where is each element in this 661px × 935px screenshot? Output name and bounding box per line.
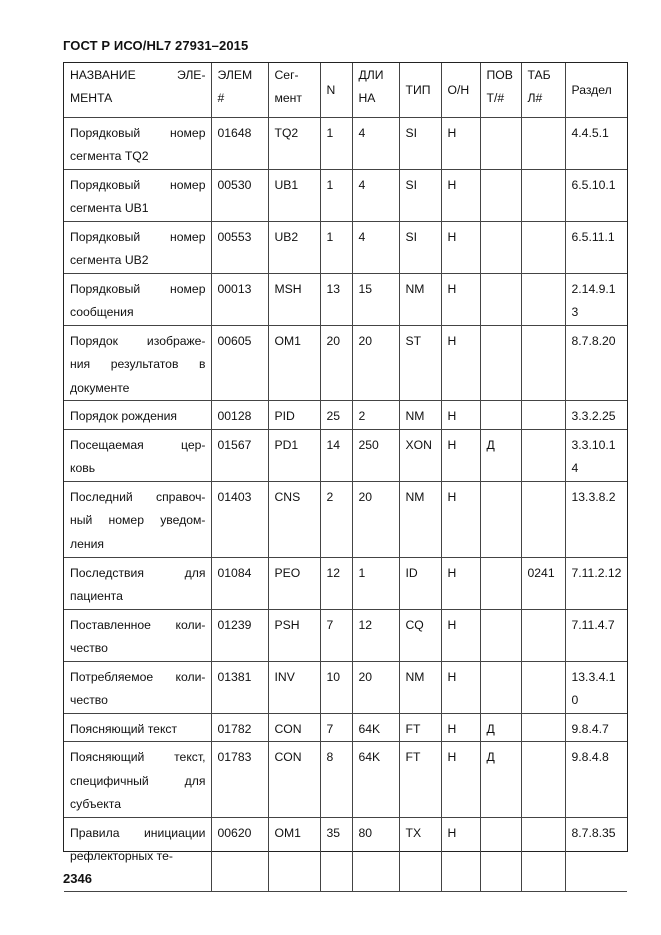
cell-sect: 6.5.10.1 [565, 169, 627, 221]
cell-type: FT [399, 713, 441, 742]
table-row [64, 609, 627, 661]
cell-on: Н [441, 609, 480, 661]
cell-rep [480, 817, 521, 891]
element-name-line: Порядковый номер [70, 281, 206, 296]
cell-rep [480, 117, 521, 169]
element-name-line: Последствия для [70, 565, 206, 580]
cell-tbl [521, 713, 565, 742]
cell-seg: UB1 [268, 169, 320, 221]
column-header-line: ДЛИ [358, 68, 384, 82]
column-header-seg [268, 63, 320, 117]
column-header-line: НАЗВАНИЕ ЭЛЕ- [70, 68, 206, 82]
cell-tbl [521, 609, 565, 661]
cell-tbl: 0241 [521, 557, 565, 609]
cell-on: Н [441, 481, 480, 557]
cell-on: Н [441, 273, 480, 325]
column-header-on: О/Н [441, 63, 480, 117]
table-header-row [64, 63, 627, 117]
element-name-line: чество [70, 693, 108, 707]
cell-sect: 9.8.4.8 [565, 742, 627, 818]
element-name-line: Порядок рождения [70, 409, 177, 423]
cell-rep [480, 325, 521, 401]
cell-n: 8 [320, 742, 352, 818]
cell-on: Н [441, 169, 480, 221]
cell-elem: 01782 [211, 713, 268, 742]
element-name-line: Порядковый номер [70, 177, 206, 192]
element-name-line: ления [70, 536, 105, 551]
cell-tbl [521, 325, 565, 401]
cell-n: 7 [320, 609, 352, 661]
cell-seg: CON [268, 713, 320, 742]
element-name-line: сегмента UB1 [70, 201, 149, 215]
cell-seg: TQ2 [268, 117, 320, 169]
cell-name [64, 661, 211, 713]
element-name-line: документе [70, 380, 130, 395]
cell-elem: 00553 [211, 221, 268, 273]
column-header-line: Сег- [274, 68, 299, 82]
cell-type: CQ [399, 609, 441, 661]
document-header: ГОСТ Р ИСО/HL7 27931–2015 [63, 38, 249, 53]
element-name-line: Порядок изображе- [70, 333, 206, 348]
element-name-line: Поясняющий текст, [70, 750, 206, 764]
element-name-line: Потребляемое коли- [70, 669, 206, 684]
cell-elem: 00605 [211, 325, 268, 401]
cell-sect: 13.3.4.10 [565, 661, 627, 713]
element-name-line: рефлекторных те- [70, 849, 173, 863]
cell-elem: 01783 [211, 742, 268, 818]
cell-rep: Д [480, 429, 521, 481]
cell-elem: 01239 [211, 609, 268, 661]
cell-sect: 3.3.10.14 [565, 429, 627, 481]
cell-on: Н [441, 401, 480, 430]
elements-table [64, 63, 627, 892]
element-name-line: ковь [70, 461, 96, 475]
cell-n: 25 [320, 401, 352, 430]
cell-tbl [521, 221, 565, 273]
column-header-line: ТАБ [527, 68, 551, 82]
cell-name [64, 221, 211, 273]
cell-type: SI [399, 169, 441, 221]
cell-rep [480, 273, 521, 325]
table-row [64, 117, 627, 169]
cell-len: 20 [352, 325, 399, 401]
cell-type: NM [399, 481, 441, 557]
cell-sect: 4.4.5.1 [565, 117, 627, 169]
cell-seg: INV [268, 661, 320, 713]
column-header-n: N [320, 63, 352, 117]
cell-n: 7 [320, 713, 352, 742]
cell-sect: 6.5.11.1 [565, 221, 627, 273]
cell-name [64, 429, 211, 481]
element-name-line: сегмента UB2 [70, 253, 149, 267]
cell-len: 12 [352, 609, 399, 661]
cell-name [64, 481, 211, 557]
cell-seg: OM1 [268, 325, 320, 401]
table-row [64, 325, 627, 401]
cell-on: Н [441, 557, 480, 609]
element-name-line: сегмента TQ2 [70, 149, 149, 163]
data-table-frame [63, 62, 628, 863]
cell-on: Н [441, 742, 480, 818]
cell-tbl [521, 661, 565, 713]
cell-elem: 00620 [211, 817, 268, 891]
cell-type: SI [399, 117, 441, 169]
element-name-line: Посещаемая цер- [70, 437, 206, 452]
cell-n: 13 [320, 273, 352, 325]
column-header-line: мент [274, 91, 302, 105]
cell-rep: Д [480, 713, 521, 742]
cell-rep [480, 169, 521, 221]
element-name-line: ный номер уведом- [70, 513, 206, 527]
cell-type: NM [399, 661, 441, 713]
cell-tbl [521, 273, 565, 325]
cell-seg: OM1 [268, 817, 320, 891]
cell-type: FT [399, 742, 441, 818]
cell-type: NM [399, 401, 441, 430]
cell-len: 4 [352, 117, 399, 169]
cell-seg: CNS [268, 481, 320, 557]
cell-type: TX [399, 817, 441, 891]
cell-sect: 2.14.9.13 [565, 273, 627, 325]
cell-tbl [521, 169, 565, 221]
element-name-line: специфичный для [70, 773, 206, 788]
cell-tbl [521, 742, 565, 818]
column-header-len [352, 63, 399, 117]
column-header-line: ПОВ [486, 68, 513, 82]
column-header-rep [480, 63, 521, 117]
cell-len: 20 [352, 661, 399, 713]
column-header-line: НА [358, 91, 376, 105]
table-row [64, 221, 627, 273]
cell-name [64, 557, 211, 609]
element-name-line: субъекта [70, 797, 121, 811]
cell-elem: 00013 [211, 273, 268, 325]
cell-on: Н [441, 713, 480, 742]
column-header-line: ЭЛЕМ [217, 68, 253, 82]
cell-rep [480, 557, 521, 609]
cell-rep [480, 221, 521, 273]
cell-n: 35 [320, 817, 352, 891]
cell-sect: 13.3.8.2 [565, 481, 627, 557]
cell-name [64, 169, 211, 221]
cell-tbl [521, 401, 565, 430]
element-name-line: чество [70, 641, 108, 655]
element-name-line: пациента [70, 589, 123, 603]
cell-tbl [521, 429, 565, 481]
cell-len: 80 [352, 817, 399, 891]
cell-tbl [521, 817, 565, 891]
cell-seg: MSH [268, 273, 320, 325]
table-row [64, 429, 627, 481]
cell-type: ID [399, 557, 441, 609]
cell-name [64, 742, 211, 818]
element-name-line: Поясняющий текст [70, 721, 178, 736]
column-header-elem [211, 63, 268, 117]
cell-seg: PSH [268, 609, 320, 661]
cell-name [64, 273, 211, 325]
cell-name [64, 117, 211, 169]
column-header-tbl [521, 63, 565, 117]
cell-type: ST [399, 325, 441, 401]
cell-name [64, 401, 211, 430]
cell-rep [480, 481, 521, 557]
element-name-line: Порядковый номер [70, 229, 206, 244]
cell-on: Н [441, 661, 480, 713]
cell-n: 14 [320, 429, 352, 481]
cell-len: 4 [352, 221, 399, 273]
cell-rep [480, 609, 521, 661]
cell-len: 4 [352, 169, 399, 221]
column-header-sect: Раздел [565, 63, 627, 117]
page-number: 2346 [63, 871, 92, 886]
cell-elem: 01567 [211, 429, 268, 481]
cell-tbl [521, 117, 565, 169]
element-name-line: Порядковый номер [70, 125, 206, 140]
element-name-line: Правила инициации [70, 825, 206, 840]
column-header-line: Л# [527, 91, 543, 105]
cell-n: 20 [320, 325, 352, 401]
table-row [64, 481, 627, 557]
cell-n: 1 [320, 117, 352, 169]
cell-elem: 00128 [211, 401, 268, 430]
cell-rep: Д [480, 742, 521, 818]
cell-type: NM [399, 273, 441, 325]
cell-len: 20 [352, 481, 399, 557]
cell-elem: 01648 [211, 117, 268, 169]
cell-tbl [521, 481, 565, 557]
cell-sect: 8.7.8.35 [565, 817, 627, 891]
cell-len: 1 [352, 557, 399, 609]
cell-seg: PID [268, 401, 320, 430]
cell-on: Н [441, 117, 480, 169]
column-header-line: МЕНТА [70, 91, 113, 105]
cell-n: 12 [320, 557, 352, 609]
column-header-name [64, 63, 211, 117]
column-header-line: Т/# [486, 91, 505, 105]
table-row [64, 401, 627, 430]
element-name-line: сообщения [70, 305, 134, 319]
column-header-type: ТИП [399, 63, 441, 117]
cell-type: XON [399, 429, 441, 481]
element-name-line: Последний справоч- [70, 489, 206, 504]
column-header-line: # [217, 91, 225, 105]
cell-elem: 00530 [211, 169, 268, 221]
cell-on: Н [441, 429, 480, 481]
cell-elem: 01084 [211, 557, 268, 609]
table-row [64, 713, 627, 742]
cell-seg: CON [268, 742, 320, 818]
table-row [64, 742, 627, 818]
cell-len: 250 [352, 429, 399, 481]
cell-sect: 3.3.2.25 [565, 401, 627, 430]
cell-n: 10 [320, 661, 352, 713]
cell-n: 2 [320, 481, 352, 557]
cell-sect: 7.11.2.12 [565, 557, 627, 609]
cell-sect: 8.7.8.20 [565, 325, 627, 401]
cell-n: 1 [320, 221, 352, 273]
element-name-line: Поставленное коли- [70, 617, 206, 632]
cell-rep [480, 401, 521, 430]
cell-seg: UB2 [268, 221, 320, 273]
cell-on: Н [441, 221, 480, 273]
cell-name [64, 713, 211, 742]
cell-len: 15 [352, 273, 399, 325]
cell-elem: 01381 [211, 661, 268, 713]
cell-sect: 9.8.4.7 [565, 713, 627, 742]
table-row [64, 273, 627, 325]
cell-len: 64K [352, 713, 399, 742]
table-row [64, 169, 627, 221]
cell-on: Н [441, 817, 480, 891]
element-name-line: ния результатов в [70, 357, 206, 371]
cell-name [64, 609, 211, 661]
cell-seg: PEO [268, 557, 320, 609]
cell-elem: 01403 [211, 481, 268, 557]
cell-type: SI [399, 221, 441, 273]
table-row [64, 557, 627, 609]
cell-len: 64K [352, 742, 399, 818]
table-row [64, 817, 627, 891]
cell-on: Н [441, 325, 480, 401]
cell-len: 2 [352, 401, 399, 430]
cell-seg: PD1 [268, 429, 320, 481]
cell-n: 1 [320, 169, 352, 221]
cell-rep [480, 661, 521, 713]
cell-name [64, 325, 211, 401]
cell-sect: 7.11.4.7 [565, 609, 627, 661]
table-row [64, 661, 627, 713]
